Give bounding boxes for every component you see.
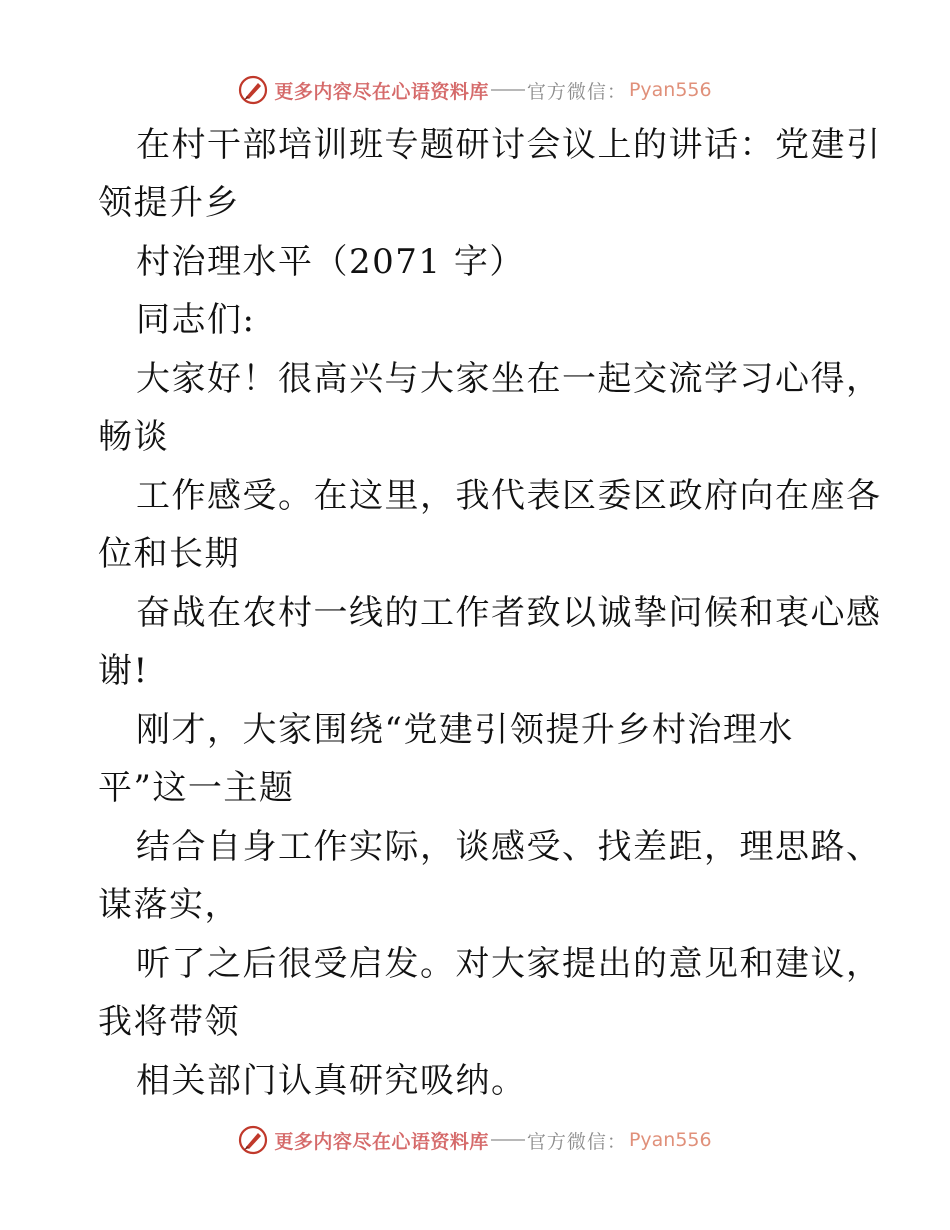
text-line: 畅谈 (98, 417, 169, 457)
text-line: 谋落实， (98, 885, 240, 925)
text-line: 领提升乡 (98, 183, 240, 223)
text-line: 谢! (98, 651, 149, 691)
wechat-id: Pyan556 (628, 79, 712, 101)
text-line: 平”这一主题 (98, 768, 295, 808)
quill-pen-logo-icon (238, 75, 268, 105)
text-line: 结合自身工作实际，谈感受、找差距，理思路、 (136, 827, 882, 867)
footer-watermark-banner (0, 1120, 950, 1160)
header-watermark-banner (0, 70, 950, 110)
text-line: 在村干部培训班专题研讨会议上的讲话：党建引 (136, 125, 882, 165)
text-line: 工作感受。在这里，我代表区委区政府向在座各 (136, 476, 882, 516)
text-line: 我将带领 (98, 1002, 240, 1042)
banner-divider (491, 1139, 525, 1141)
promo-text: 更多内容尽在心语资料库 (274, 80, 489, 103)
wechat-id: Pyan556 (628, 1129, 712, 1151)
text-line: 村治理水平（2071 字） (136, 242, 525, 282)
text-line: 听了之后很受启发。对大家提出的意见和建议， (136, 944, 882, 984)
banner-divider (491, 89, 525, 91)
text-line: 大家好！很高兴与大家坐在一起交流学习心得， (136, 359, 882, 399)
promo-text: 更多内容尽在心语资料库 (274, 1130, 489, 1153)
text-line: 相关部门认真研究吸纳。 (136, 1061, 527, 1101)
wechat-label: 官方微信： (526, 80, 627, 103)
wechat-label: 官方微信： (526, 1130, 627, 1153)
text-line: 奋战在农村一线的工作者致以诚挚问候和衷心感 (136, 593, 882, 633)
quill-pen-logo-icon (238, 1125, 268, 1155)
text-line: 刚才，大家围绕“党建引领提升乡村治理水 (136, 710, 794, 750)
text-line: 同志们: (136, 300, 256, 340)
text-line: 位和长期 (98, 534, 240, 574)
